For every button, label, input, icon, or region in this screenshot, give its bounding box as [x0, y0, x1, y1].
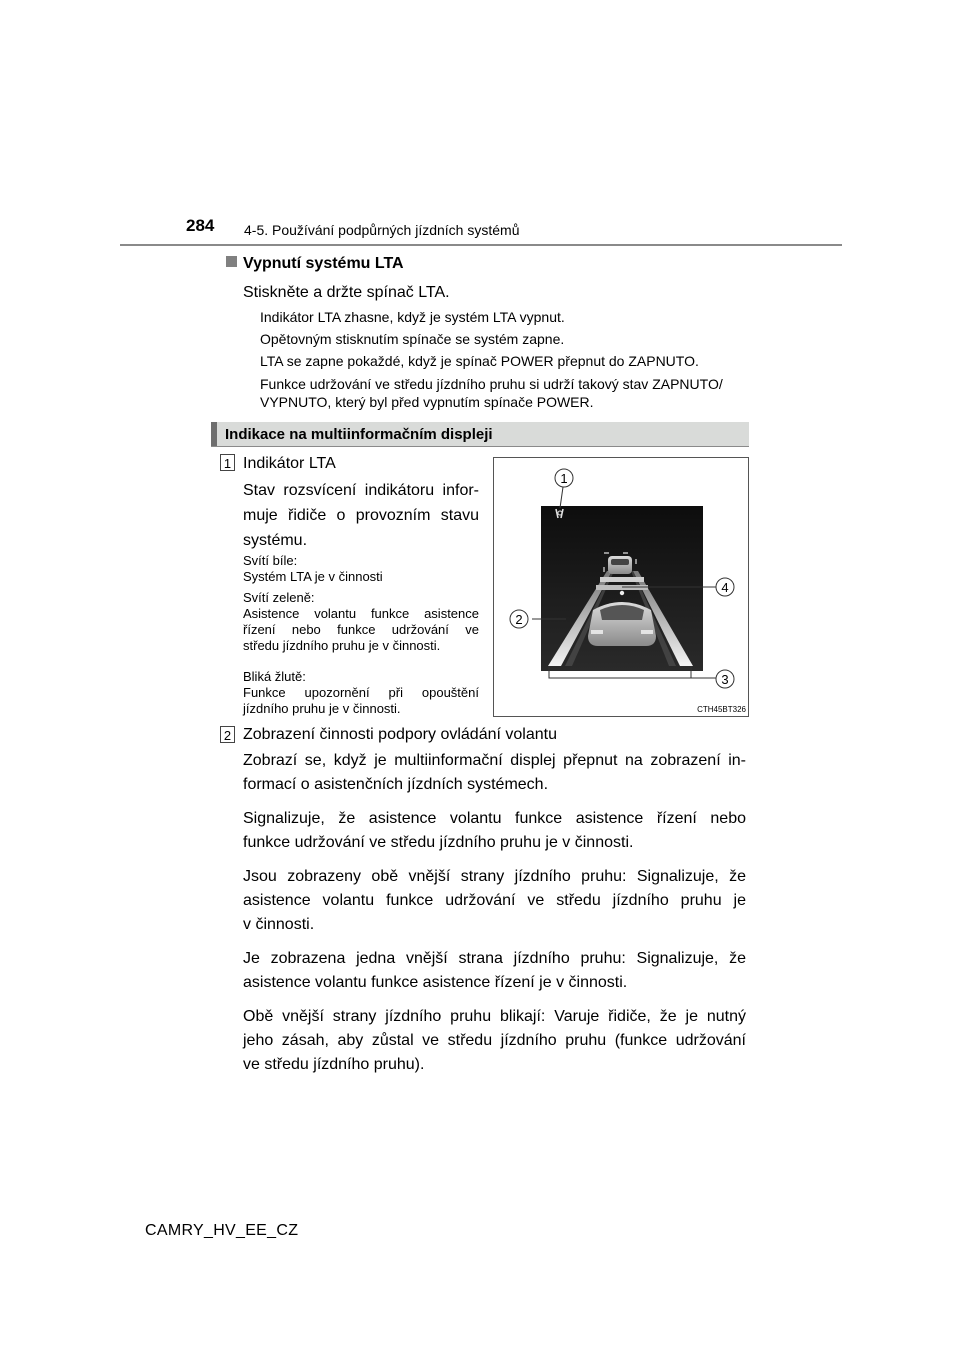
chapter-title: 4-5. Používání podpůrných jízdních systémů	[244, 222, 520, 238]
p1-line-2: formací o asistenčních jízdních systémech.	[243, 776, 549, 793]
p3-line-3: v činnosti.	[243, 916, 315, 933]
note-3: LTA se zapne pokaždé, když je spínač POWER přepnut do ZAPNUTO.	[260, 353, 699, 369]
header-rule	[120, 244, 842, 246]
figure-code: CTH45BT326	[697, 705, 746, 714]
state-green-line-1: Asistence volantu funkce asistence	[243, 606, 479, 621]
p3-line-1: Jsou zobrazeny obě vnější strany jízdního pruhu: Signalizuje, že	[243, 868, 746, 885]
svg-text:4: 4	[721, 580, 729, 595]
state-white-text: Systém LTA je v činnosti	[243, 569, 383, 584]
item-2-paragraph-5	[243, 1005, 746, 1077]
svg-text:2: 2	[515, 612, 523, 627]
section-bar	[211, 422, 749, 447]
p2-line-2: funkce udržování ve středu jízdního pruhu je v činnosti.	[243, 834, 634, 851]
own-vehicle-icon	[588, 602, 656, 646]
state-white-label: Svítí bíle:	[243, 553, 298, 568]
p1-line-1: Zobrazí se, když je multiinformační displej přepnut na zobrazení in-	[243, 752, 746, 769]
state-yellow	[243, 669, 479, 717]
note-4-line-2: VYPNUTO, který byl před vypnutím spínače POWER.	[260, 394, 594, 410]
item-number-1: 1	[220, 454, 235, 471]
instruction-text: Stiskněte a držte spínač LTA.	[243, 284, 450, 301]
note-2: Opětovným stisknutím spínače se systém zapne.	[260, 331, 565, 347]
callout-4	[716, 578, 734, 596]
square-bullet-icon	[226, 256, 237, 267]
state-green	[243, 590, 479, 654]
svg-text:1: 1	[560, 471, 568, 486]
p4-line-1: Je zobrazena jedna vnější strana jízdního pruhu: Signalizuje, že	[243, 950, 746, 967]
item-1-desc-line-2: muje řidiče o provozním stavu	[243, 507, 479, 524]
item-2-paragraph-3	[243, 865, 746, 937]
state-yellow-line-1: Funkce upozornění při opouštění	[243, 685, 479, 700]
state-yellow-label: Bliká žlutě:	[243, 669, 306, 684]
state-yellow-line-2: jízdního pruhu je v činnosti.	[243, 701, 401, 716]
state-white	[243, 553, 479, 585]
item-2-body	[243, 749, 746, 1077]
item-1-description	[243, 478, 479, 553]
state-green-line-2: řízení nebo funkce udržování ve	[243, 622, 479, 637]
item-1-desc-line-3: systému.	[243, 532, 308, 549]
model-code: CAMRY_HV_EE_CZ	[145, 1222, 299, 1239]
section-heading	[226, 255, 404, 273]
item-2-paragraph-4	[243, 947, 746, 995]
display-illustration	[493, 457, 749, 717]
section-heading-text: Vypnutí systému LTA	[243, 255, 404, 272]
callout-3	[716, 670, 734, 688]
svg-text:3: 3	[721, 672, 729, 687]
item-2-paragraph-1	[243, 749, 746, 797]
note-4-line-1: Funkce udržování ve středu jízdního pruhu si udrží takový stav ZAPNUTO/	[260, 376, 723, 392]
p5-line-1: Obě vnější strany jízdního pruhu blikají: Varuje řidiče, že je nutný	[243, 1008, 746, 1025]
item-2-title: Zobrazení činnosti podpory ovládání volantu	[243, 726, 557, 743]
item-number-2: 2	[220, 726, 235, 743]
p2-line-1: Signalizuje, že asistence volantu funkce asistence řízení nebo	[243, 810, 746, 827]
item-2-paragraph-2	[243, 807, 746, 855]
page-number: 284	[186, 216, 215, 235]
state-green-label: Svítí zeleně:	[243, 590, 315, 605]
note-1: Indikátor LTA zhasne, když je systém LTA vypnut.	[260, 309, 565, 325]
section-bar-underline	[211, 446, 749, 447]
display-illustration-svg	[494, 458, 748, 716]
p3-line-2: asistence volantu funkce udržování ve středu jízdního pruhu je	[243, 892, 746, 909]
item-1-title: Indikátor LTA	[243, 455, 336, 472]
callout-1	[555, 469, 573, 487]
p4-line-2: asistence volantu funkce asistence řízení je v činnosti.	[243, 974, 628, 991]
item-1-desc-line-1: Stav rozsvícení indikátoru infor-	[243, 482, 479, 499]
p5-line-2: jeho zásah, aby zůstal ve středu jízdního pruhu (funkce udržování	[243, 1032, 746, 1049]
callout-2	[510, 610, 528, 628]
section-bar-title: Indikace na multiinformačním displeji	[225, 426, 493, 443]
state-green-line-3: středu jízdního pruhu je v činnosti.	[243, 638, 441, 653]
p5-line-3: ve středu jízdního pruhu).	[243, 1056, 425, 1073]
